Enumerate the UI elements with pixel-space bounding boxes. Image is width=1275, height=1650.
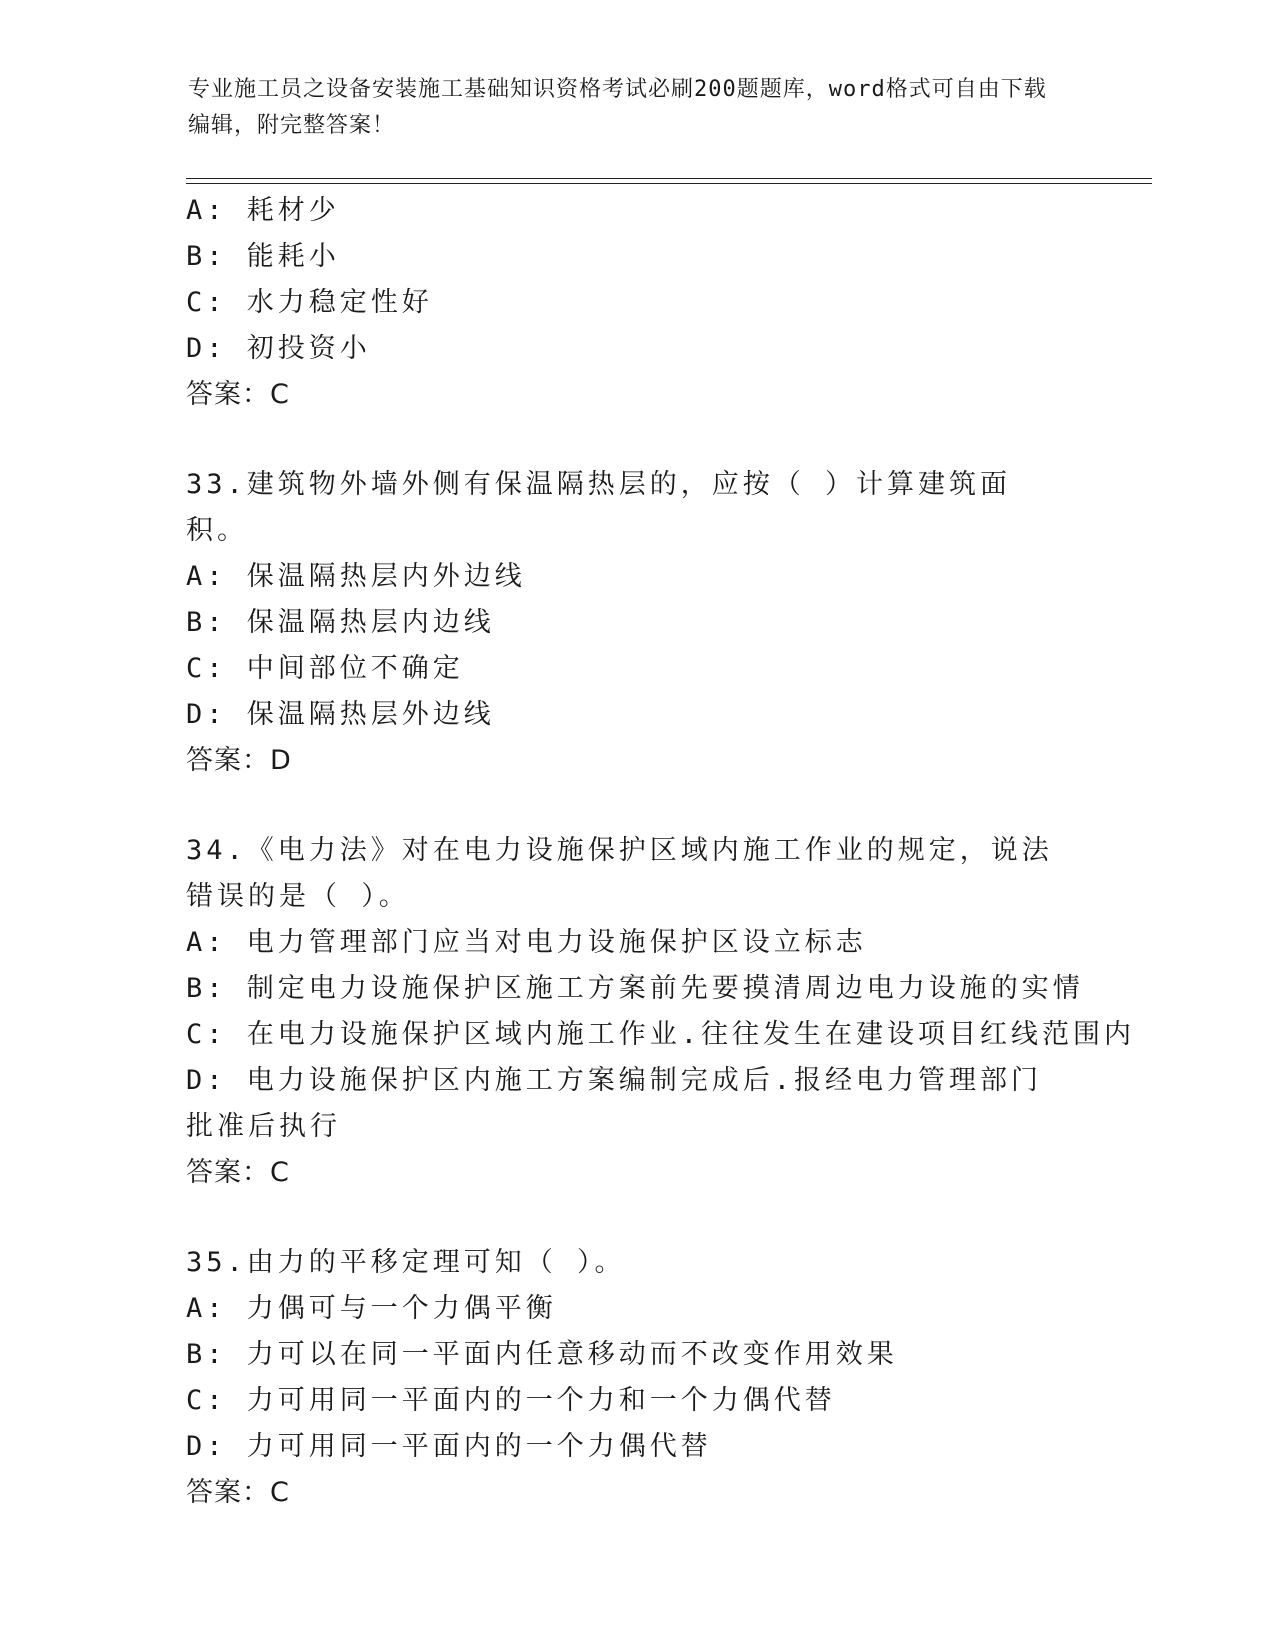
option-c: C: 在电力设施保护区域内施工作业.往往发生在建设项目红线范围内 (186, 1019, 1136, 1050)
answer-text: 答案：C (186, 1477, 290, 1508)
option-b: B: 保温隔热层内边线 (186, 607, 495, 638)
answer-text: 答案：D (186, 745, 292, 776)
question-block-35 (186, 1240, 1086, 1516)
question-list (186, 188, 1136, 1516)
option-a: A: 耗材少 (186, 195, 340, 226)
option-c: C: 中间部位不确定 (186, 653, 464, 684)
option-a: A: 保温隔热层内外边线 (186, 561, 526, 592)
option-a: A: 力偶可与一个力偶平衡 (186, 1293, 557, 1324)
option-d: D: 初投资小 (186, 333, 371, 364)
option-b: B: 制定电力设施保护区施工方案前先要摸清周边电力设施的实情 (186, 973, 1084, 1004)
option-b: B: 能耗小 (186, 241, 340, 272)
option-c: C: 水力稳定性好 (186, 287, 433, 318)
question-text: 35.由力的平移定理可知（ ）。 (186, 1247, 626, 1278)
answer-text: 答案：C (186, 1157, 290, 1188)
option-d: D: 力可用同一平面内的一个力偶代替 (186, 1431, 712, 1462)
question-text: 34.《电力法》对在电力设施保护区域内施工作业的规定，说法错误的是（ ）。 (186, 835, 1053, 912)
document-header: 专业施工员之设备安装施工基础知识资格考试必刷200题题库，word格式可自由下载编辑，附完整答案！ (188, 77, 1047, 138)
option-a: A: 电力管理部门应当对电力设施保护区设立标志 (186, 927, 867, 958)
question-text: 33.建筑物外墙外侧有保温隔热层的，应按（ ）计算建筑面积。 (186, 469, 1012, 546)
option-c: C: 力可用同一平面内的一个力和一个力偶代替 (186, 1385, 836, 1416)
answer-text: 答案：C (186, 379, 290, 410)
option-d: D: 电力设施保护区内施工方案编制完成后.报经电力管理部门批准后执行 (186, 1065, 1043, 1142)
question-block-32 (186, 188, 1086, 418)
option-d: D: 保温隔热层外边线 (186, 699, 495, 730)
question-block-34 (186, 828, 1136, 1196)
question-block-33 (186, 462, 1086, 784)
header-divider (186, 178, 1152, 184)
option-b: B: 力可以在同一平面内任意移动而不改变作用效果 (186, 1339, 898, 1370)
